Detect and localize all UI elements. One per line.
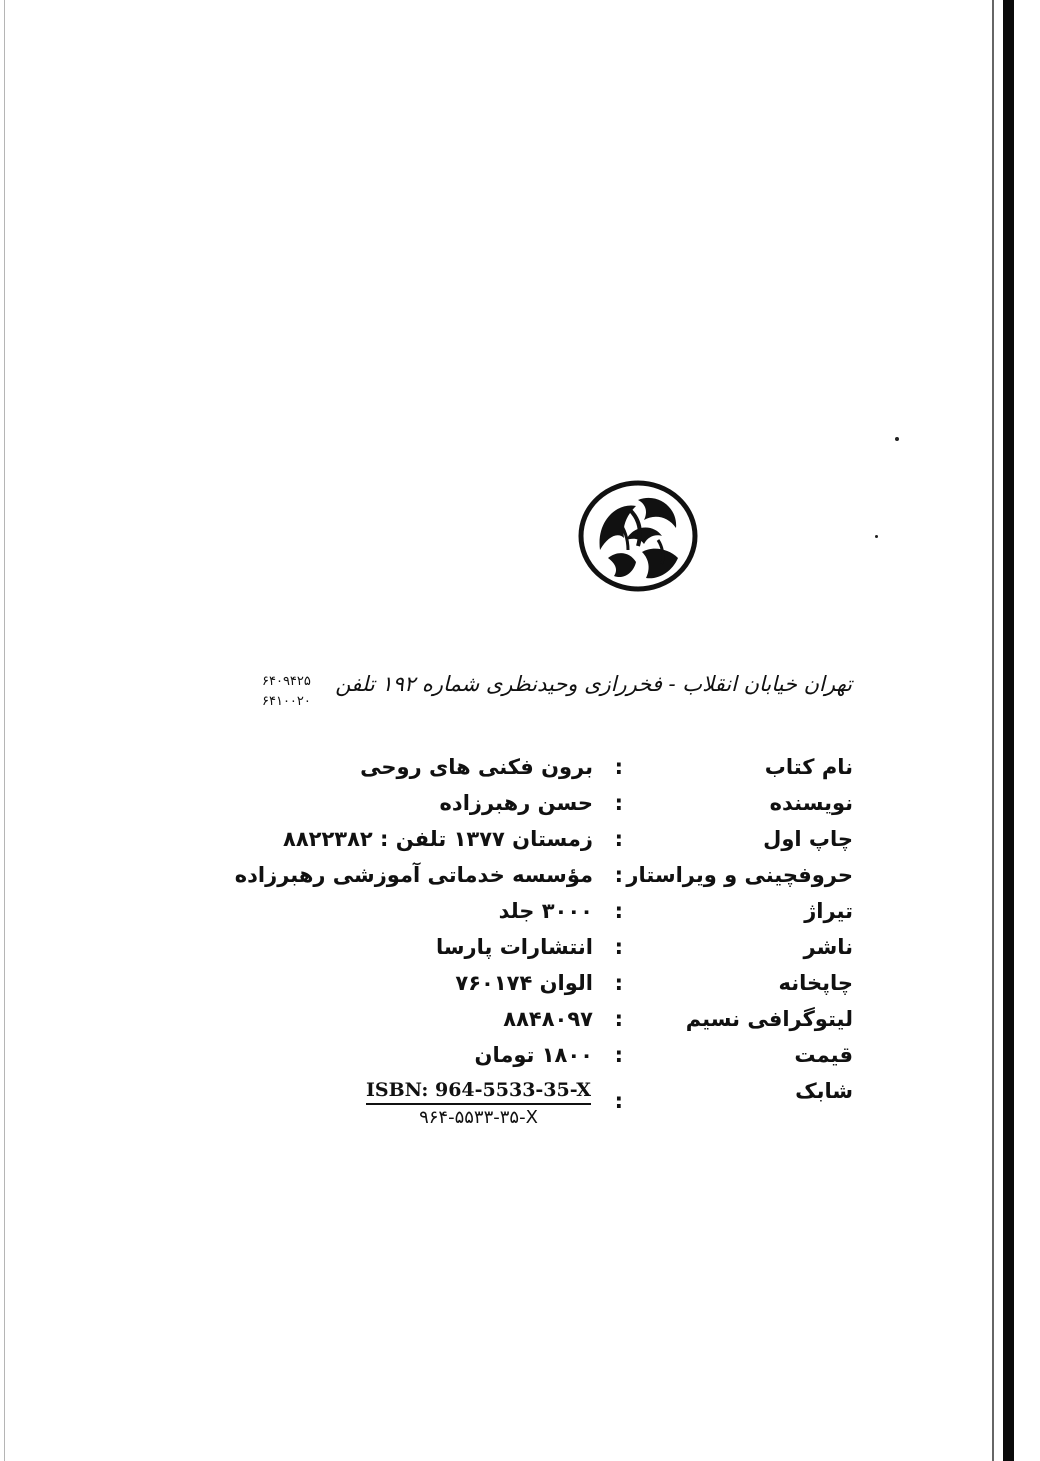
info-row-price (228, 1043, 853, 1079)
info-label: تیراژ (804, 899, 853, 923)
info-row-author (228, 791, 853, 827)
info-value: برون فکنی های روحی (360, 755, 593, 779)
info-colon: : (614, 935, 623, 959)
info-row-title (228, 755, 853, 791)
info-row-print-run (228, 899, 853, 935)
scan-edge-left (4, 0, 5, 1461)
isbn-value (366, 1079, 591, 1128)
scan-edge-right (1003, 0, 1014, 1461)
publisher-address (262, 664, 852, 734)
info-colon: : (614, 1089, 623, 1113)
address-text: تهران خیابان انقلاب - فخررازی وحیدنظری شماره ۱۹۲ تلفن (335, 672, 852, 696)
info-value: ۳۰۰۰ جلد (498, 899, 593, 923)
info-colon: : (614, 827, 623, 851)
info-label: چاپ اول (763, 827, 853, 851)
info-label: نام کتاب (764, 755, 853, 779)
info-value: مؤسسه خدماتی آموزشی رهبرزاده (234, 863, 593, 887)
isbn-latin: ISBN: 964-5533-35-X (366, 1079, 591, 1105)
info-label: نویسنده (769, 791, 853, 815)
phone-number: ۶۴۱۰۰۲۰ (262, 694, 311, 709)
isbn-persian: ۹۶۴-۵۵۳۳-۳۵-X (419, 1107, 538, 1128)
info-row-publisher (228, 935, 853, 971)
info-colon: : (614, 899, 623, 923)
info-value: زمستان ۱۳۷۷ تلفن : ۸۸۲۲۳۸۲ (283, 827, 593, 851)
info-colon: : (614, 863, 623, 887)
info-value: ۱۸۰۰ تومان (474, 1043, 593, 1067)
info-value: انتشارات پارسا (435, 935, 593, 959)
phone-number: ۶۴۰۹۴۲۵ (262, 674, 311, 689)
book-info-table (228, 755, 853, 1139)
info-label: ناشر (803, 935, 853, 959)
info-label: لیتوگرافی نسیم (685, 1007, 853, 1031)
info-value: حسن رهبرزاده (439, 791, 593, 815)
info-colon: : (614, 791, 623, 815)
info-row-edition (228, 827, 853, 863)
publisher-logo-icon (578, 480, 698, 592)
info-value: الوان ۷۶۰۱۷۴ (455, 971, 593, 995)
scan-speck (875, 535, 878, 538)
scan-speck (895, 437, 899, 441)
info-value: ۸۸۴۸۰۹۷ (503, 1007, 593, 1031)
info-label: حروفچینی و ویراستار (626, 863, 853, 887)
info-label: قیمت (794, 1043, 853, 1067)
info-row-lithography (228, 1007, 853, 1043)
info-row-printer (228, 971, 853, 1007)
scan-edge-right-thin (992, 0, 994, 1461)
info-colon: : (614, 755, 623, 779)
info-colon: : (614, 1007, 623, 1031)
info-label: شابک (795, 1079, 853, 1103)
info-colon: : (614, 971, 623, 995)
publisher-logo (578, 480, 698, 592)
info-row-typesetting (228, 863, 853, 899)
address-phone-numbers (262, 672, 311, 712)
info-label: چاپخانه (778, 971, 853, 995)
info-row-isbn (228, 1079, 853, 1139)
info-colon: : (614, 1043, 623, 1067)
